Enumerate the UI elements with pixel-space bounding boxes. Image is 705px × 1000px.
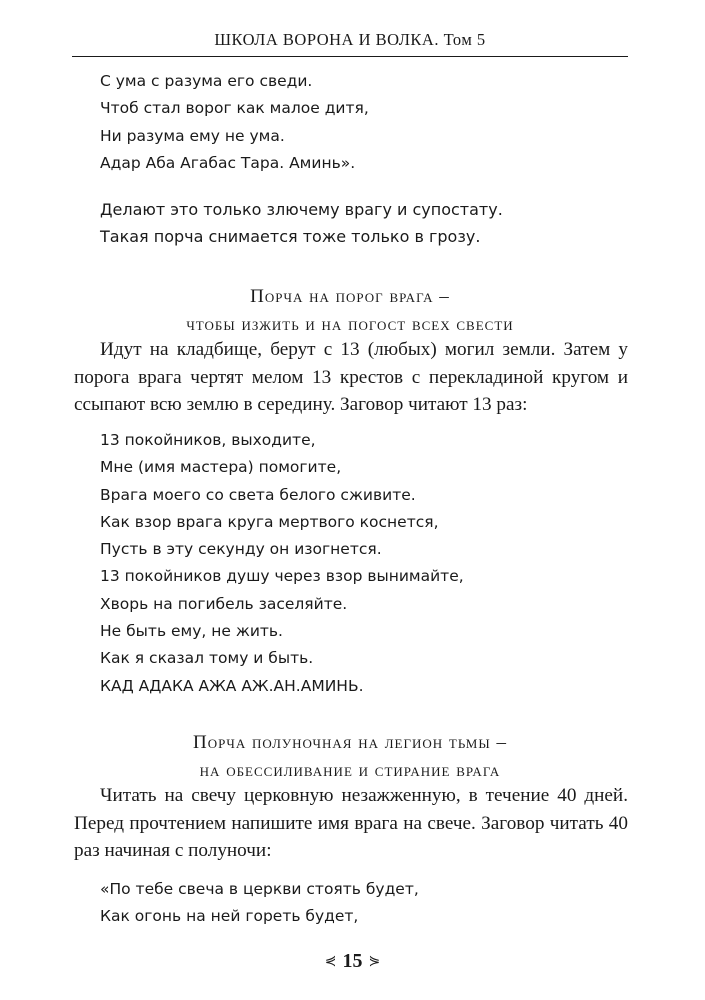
section-heading-1 — [72, 283, 628, 339]
page-number-value: 15 — [342, 950, 363, 972]
heading-line: чтобы изжить и на погост всех свести — [186, 314, 514, 335]
verse-line: Такая порча снимается тоже только в грозу. — [100, 227, 481, 247]
verse-block-3 — [100, 427, 464, 700]
verse-block-4 — [100, 876, 419, 931]
paragraph-text: Идут на кладбище, берут с 13 (любых) могил земли. Затем у порога врага чертят мелом 13 крестов с перекладиной кругом и ссыпают всю землю в середину. Заговор читают 13 раз: — [74, 339, 628, 415]
heading-line: на обессиливание и стирание врага — [199, 760, 501, 781]
verse-line: Хворь на погибель заселяйте. — [100, 594, 348, 613]
section-paragraph-1 — [74, 336, 628, 419]
verse-line: Ни разума ему не ума. — [100, 126, 285, 145]
verse-line: 13 покойников душу через взор вынимайте, — [100, 567, 464, 586]
verse-line: Врага моего со света белого сживите. — [100, 485, 416, 504]
verse-line: Чтоб стал ворог как малое дитя, — [100, 99, 369, 118]
header-divider — [72, 56, 628, 57]
verse-block-2 — [100, 196, 503, 251]
page-number — [0, 950, 705, 973]
verse-block-1 — [100, 68, 369, 177]
verse-line: КАД АДАКА АЖА АЖ.АН.АМИНЬ. — [100, 676, 364, 695]
ornament-right-icon: ⋟ — [368, 954, 381, 969]
running-header: ШКОЛА ВОРОНА И ВОЛКА. Том 5 — [214, 30, 486, 49]
section-heading-2 — [72, 729, 628, 785]
verse-line: Делают это только злючему врагу и супостату. — [100, 200, 503, 219]
verse-line: Как взор врага круга мертвого коснется, — [100, 512, 439, 531]
section-paragraph-2 — [74, 782, 628, 865]
ornament-left-icon: ⋞ — [324, 954, 337, 969]
heading-line: Порча на порог врага – — [250, 286, 450, 307]
verse-line: «По тебе свеча в церкви стоять будет, — [100, 880, 419, 898]
verse-line: Адар Аба Агабас Тара. Аминь». — [100, 153, 356, 172]
heading-line: Порча полуночная на легион тьмы – — [193, 732, 507, 753]
paragraph-text: Читать на свечу церковную незажженную, в течение 40 дней. Перед прочтением напишите имя врага на свече. Заговор читать 40 раз начиная с полуночи: — [74, 785, 628, 861]
verse-line: Не быть ему, не жить. — [100, 622, 283, 641]
verse-line: Как огонь на ней гореть будет, — [100, 907, 359, 926]
verse-line: С ума с разума его сведи. — [100, 72, 313, 90]
verse-line: Пусть в эту секунду он изогнется. — [100, 540, 382, 559]
verse-line: Мне (имя мастера) помогите, — [100, 458, 342, 477]
verse-line: 13 покойников, выходите, — [100, 431, 316, 449]
verse-line: Как я сказал тому и быть. — [100, 649, 314, 668]
